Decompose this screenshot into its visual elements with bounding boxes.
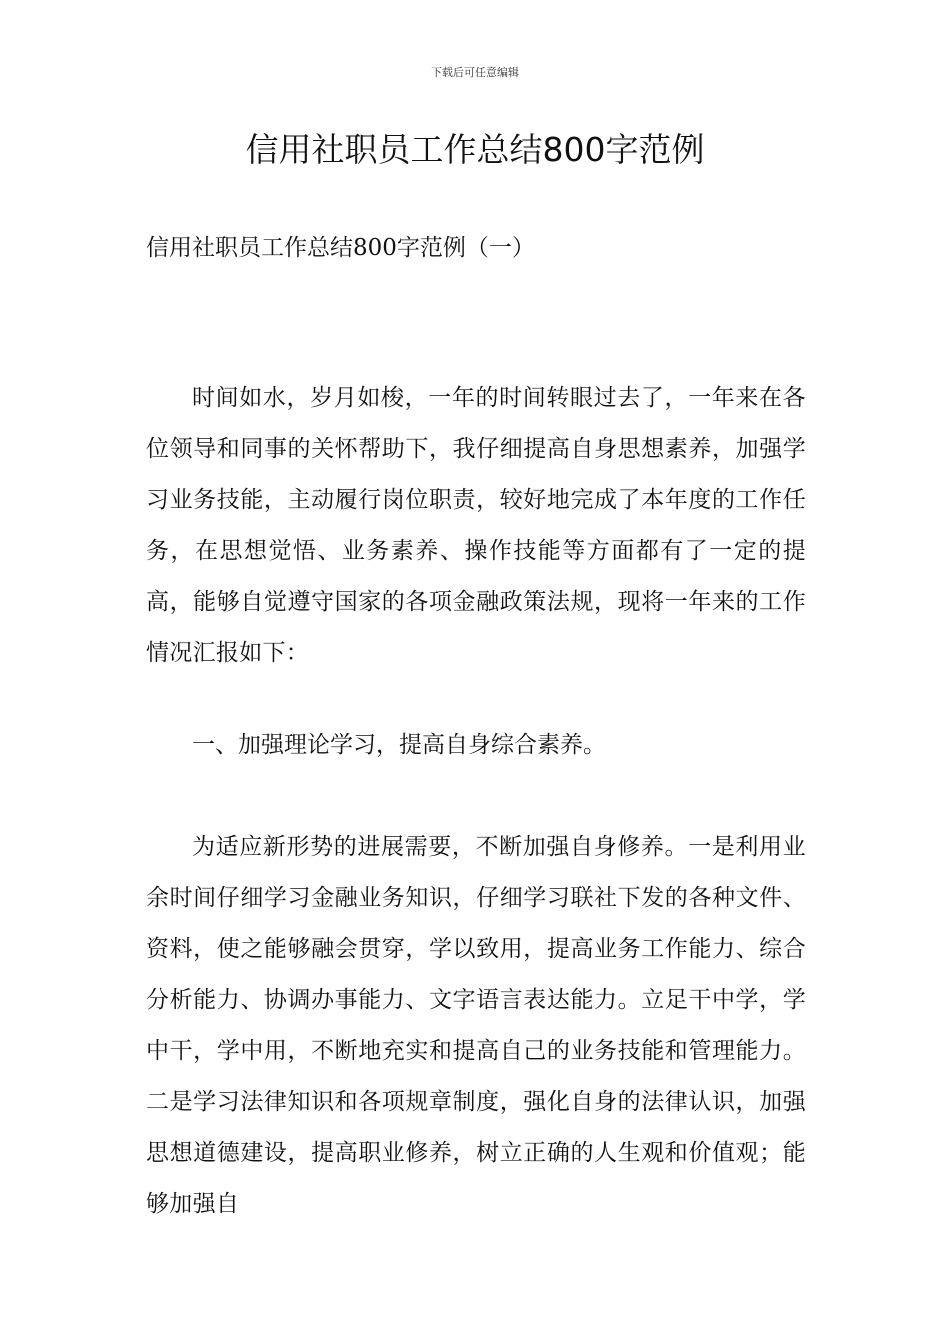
section-heading-1: 一、加强理论学习，提高自身综合素养。	[192, 732, 606, 758]
paragraph-intro: 时间如水，岁月如梭，一年的时间转眼过去了，一年来在各位领导和同事的关怀帮助下，我仔细提高自身思想素养，加强学习业务技能，主动履行岗位职责，较好地完成了本年度的工作任务，在思想觉悟、业务素养、操作技能等方面都有了一定的提高，能够自觉遵守国家的各项金融政策法规，现将一年来的工作情况汇报如下：	[146, 385, 806, 666]
document-title: 信用社职员工作总结800字范例	[245, 130, 705, 169]
header-note: 下载后可任意编辑	[431, 66, 519, 79]
document-subtitle: 信用社职员工作总结800字范例（一）	[146, 235, 535, 261]
paragraph-section-1: 为适应新形势的进展需要，不断加强自身修养。一是利用业余时间仔细学习金融业务知识，仔细学习联社下发的各种文件、资料，使之能够融会贯穿，学以致用，提高业务工作能力、综合分析能力、协调办事能力、文字语言表达能力。立足干中学，学中干，学中用，不断地充实和提高自己的业务技能和管理能力。二是学习法律知识和各项规章制度，强化自身的法律认识，加强思想道德建设，提高职业修养，树立正确的人生观和价值观；能够加强自	[146, 834, 806, 1217]
